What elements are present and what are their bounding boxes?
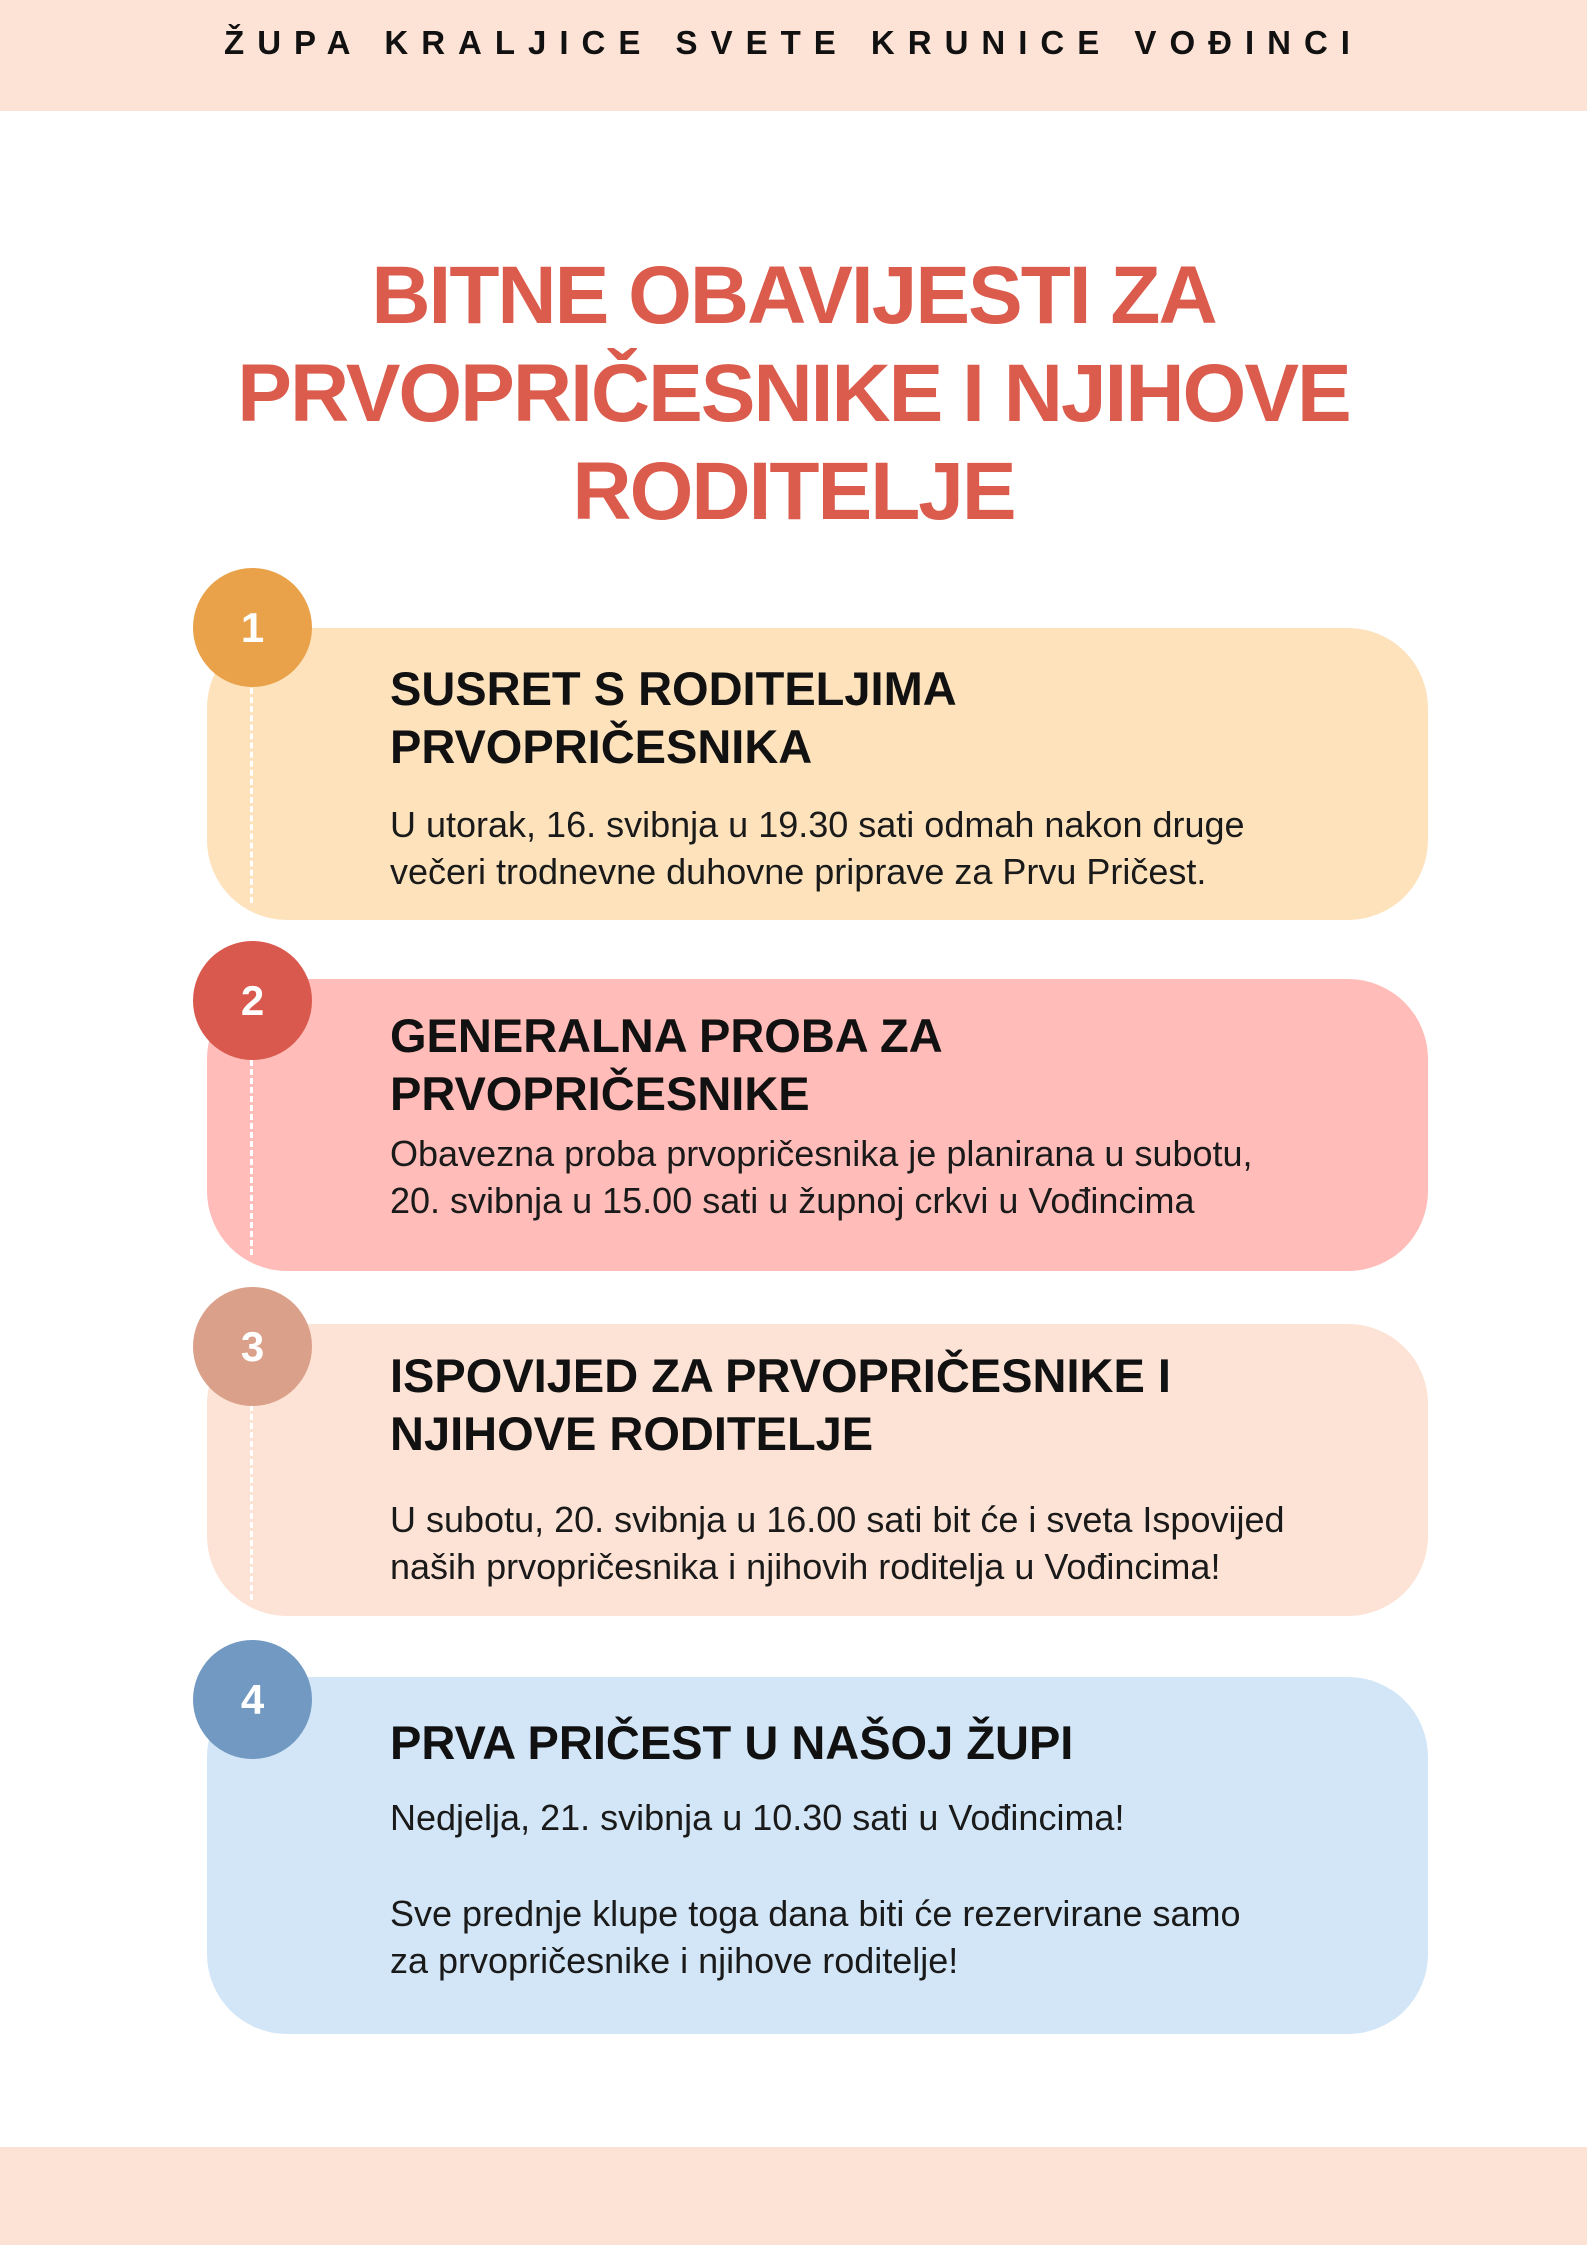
step-badge-3: 3 [193, 1287, 312, 1406]
parish-name: ŽUPA KRALJICE SVETE KRUNICE VOĐINCI [224, 24, 1363, 61]
notice-text-line: U subotu, 20. svibnja u 16.00 sati bit će i sveta Ispovijed [390, 1499, 1285, 1540]
notice-title-line: SUSRET S RODITELJIMA [390, 662, 957, 715]
notice-text-line: naših prvopričesnika i njihovih roditelja u Vođincima! [390, 1546, 1221, 1587]
notice-title-line: ISPOVIJED ZA PRVOPRIČESNIKE I [390, 1349, 1171, 1402]
page-title-line: BITNE OBAVIJESTI ZA [371, 250, 1216, 341]
step-badge-4: 4 [193, 1640, 312, 1759]
notice-title-2 [390, 1007, 1350, 1123]
notice-title-3 [390, 1347, 1350, 1463]
notice-title-line: PRVA PRIČEST U NAŠOJ ŽUPI [390, 1716, 1074, 1769]
card-connector-line [250, 688, 253, 903]
notice-text-line: U utorak, 16. svibnja u 19.30 sati odmah nakon druge [390, 804, 1245, 845]
notice-text-line: 20. svibnja u 15.00 sati u župnoj crkvi u Vođincima [390, 1180, 1195, 1221]
step-badge-1: 1 [193, 568, 312, 687]
notice-text-line: za prvopričesnike i njihove roditelje! [390, 1940, 959, 1981]
notice-title-line: PRVOPRIČESNIKA [390, 720, 813, 773]
notice-title-line: NJIHOVE RODITELJE [390, 1407, 874, 1460]
notice-text-2 [390, 1130, 1400, 1224]
notice-text-line: večeri trodnevne duhovne priprave za Prvu Pričest. [390, 851, 1207, 892]
page-title-line: RODITELJE [572, 446, 1015, 537]
notice-text-line: Nedjelja, 21. svibnja u 10.30 sati u Vođincima! [390, 1797, 1125, 1838]
notice-title-1 [390, 660, 1350, 776]
notice-title-line: GENERALNA PROBA ZA [390, 1009, 943, 1062]
notice-text-line: Sve prednje klupe toga dana biti će rezervirane samo [390, 1893, 1241, 1934]
notice-text-line: Obavezna proba prvopričesnika je planirana u subotu, [390, 1133, 1253, 1174]
card-connector-line [250, 1060, 253, 1255]
page-title-line: PRVOPRIČESNIKE I NJIHOVE [237, 348, 1350, 439]
notice-title-4 [390, 1714, 1350, 1772]
notice-title-line: PRVOPRIČESNIKE [390, 1067, 810, 1120]
step-badge-2: 2 [193, 941, 312, 1060]
page-title [0, 247, 1587, 541]
notice-text-1 [390, 801, 1400, 895]
notice-text-4 [390, 1794, 1400, 1984]
footer-band [0, 2147, 1587, 2245]
notice-text-3 [390, 1496, 1400, 1590]
card-connector-line [250, 1405, 253, 1600]
